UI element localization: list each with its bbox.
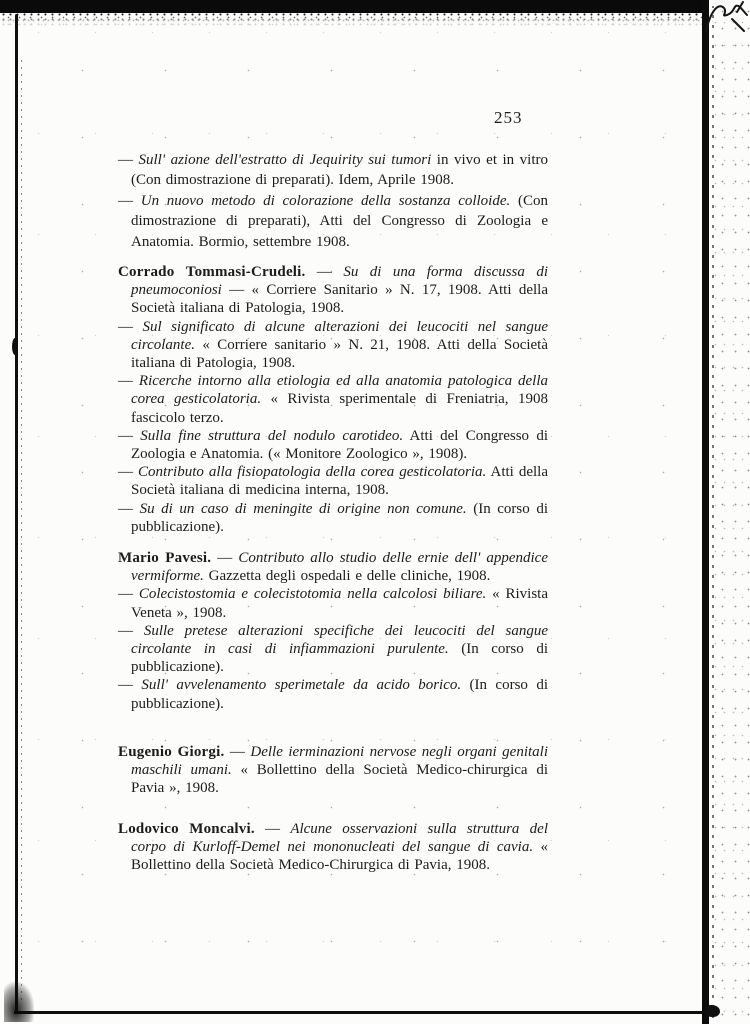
bibliography-entry: [118, 263, 548, 318]
bibliography-entry: [118, 427, 548, 463]
text-segment: —: [118, 677, 142, 694]
bibliography-entry: [118, 585, 548, 621]
bibliography-section: [118, 549, 548, 713]
bibliography-entry: [118, 372, 548, 427]
text-segment: Sull' avvelenamento sperimetale da acido borico.: [141, 677, 462, 694]
text-segment: Atti del Congresso di Zoologia e Anatomia. (« Monitore Zoologico », 1908).: [131, 427, 548, 463]
scan-top-noise: [0, 12, 706, 28]
text-segment: —: [254, 821, 291, 837]
bibliography-entry: [118, 463, 548, 499]
text-segment: (In corso di pubblicazione).: [131, 677, 548, 712]
bibliography-entry: [118, 622, 548, 677]
text-segment: Sulla fine struttura del nodulo carotideo.: [140, 427, 404, 444]
bibliography-section: [118, 743, 548, 798]
bibliography-entry: [118, 318, 548, 373]
text-segment: Contributo allo studio delle ernie dell' appendice vermiforme.: [131, 550, 548, 585]
text-segment: —: [118, 622, 144, 639]
text-segment: (Con dimostrazione di preparati), Atti del Congresso di Zoologia e Anatomia. Bormio, settembre 1908.: [131, 192, 548, 250]
text-segment: Un nuovo metodo di colorazione della sostanza colloide.: [140, 192, 511, 209]
text-segment: —: [118, 500, 140, 517]
text-segment: Colecistostomia e colecistotomia nella calcolosi biliare.: [138, 586, 487, 603]
text-segment: Delle ierminazioni nervose negli organi genitali maschili umani.: [131, 744, 549, 779]
bibliography-entry: [118, 500, 548, 536]
text-segment: Sull' azione dell'estratto di Jequirity sui tumori: [138, 152, 432, 168]
scan-bottom-left-smudge: [4, 982, 34, 1022]
text-segment: —: [118, 152, 139, 168]
bibliography-entry: [118, 676, 548, 712]
scan-right-page-edge: [702, 0, 709, 1024]
scan-left-stitch-dots: [21, 55, 22, 1000]
scan-bottom-right-mark: [705, 1005, 720, 1017]
text-segment: « Rivista Veneta », 1908.: [131, 586, 548, 621]
text-segment: Contributo alla fisiopatologia della corea gesticolatoria.: [138, 464, 487, 481]
scan-left-edge-kink: [12, 338, 18, 355]
text-segment: — « Corriere Sanitario » N. 17, 1908. Atti della Società italiana di Patologia, 1908.: [131, 282, 548, 317]
author-name: Lodovico Moncalvi.: [118, 821, 255, 837]
text-segment: « Rivista sperimentale di Freniatria, 1908 fascicolo terzo.: [131, 391, 548, 426]
text-segment: Sulle pretese alterazioni specifiche dei leucociti del sangue circolante in casi di infiammazioni purulente.: [131, 622, 548, 658]
bibliography-section: [118, 263, 548, 536]
text-segment: —: [118, 318, 143, 335]
author-name: Mario Pavesi.: [118, 550, 212, 566]
text-segment: —: [118, 192, 141, 209]
bibliography-entry: [118, 743, 548, 798]
text-segment: (In corso di pubblicazione).: [131, 641, 548, 676]
text-segment: Sul significato di alcune alterazioni dei leucociti nel sangue circolante.: [131, 318, 548, 353]
scan-left-page-edge: [15, 14, 18, 1014]
text-segment: Ricerche intorno alla etiologia ed alla anatomia patologica della corea gesticolatoria.: [131, 373, 549, 408]
author-name: Eugenio Giorgi.: [118, 744, 225, 760]
text-segment: —: [305, 264, 344, 280]
bibliography-section: [118, 820, 548, 875]
bibliography-entry: [118, 820, 548, 875]
bibliography-entry: [118, 191, 548, 252]
page-number: 253: [494, 108, 523, 127]
text-segment: —: [118, 373, 139, 390]
text-segment: Su di un caso di meningite di origine non comune.: [139, 500, 467, 517]
text-segment: « Bollettino della Società Medico-Chirurgica di Pavia, 1908.: [131, 839, 548, 874]
scan-bottom-page-edge: [14, 1011, 711, 1014]
handwritten-scribble-mark: [703, 0, 750, 40]
bibliography-entry: [118, 150, 548, 191]
text-segment: —: [224, 744, 251, 760]
text-segment: Alcune osservazioni sulla struttura del corpo di Kurloff-Demel nei mononucleati del sangue di cavia.: [131, 821, 549, 856]
author-name: Corrado Tommasi-Crudeli.: [118, 264, 306, 280]
text-segment: Atti della Società italiana di medicina interna, 1908.: [131, 464, 548, 499]
text-segment: « Corriere sanitario » N. 21, 1908. Atti della Società italiana di Patologia, 1908.: [131, 336, 548, 372]
text-segment: —: [211, 550, 239, 566]
text-segment: Gazzetta degli ospedali e delle cliniche, 1908.: [203, 568, 491, 585]
bibliography-section: [118, 150, 548, 252]
text-segment: Su di una forma discussa di pneumoconiosi: [131, 264, 548, 299]
text-segment: « Bollettino della Società Medico-chirurgica di Pavia », 1908.: [131, 762, 548, 797]
text-segment: —: [118, 427, 141, 444]
scan-right-margin-noise: [714, 0, 750, 1024]
bibliography-entry: [118, 549, 548, 585]
text-segment: —: [118, 464, 139, 481]
text-segment: (In corso di pubblicazione).: [131, 500, 548, 535]
text-segment: —: [118, 586, 139, 603]
text-segment: in vivo et in vitro (Con dimostrazione di preparati). Idem, Aprile 1908.: [131, 152, 548, 189]
